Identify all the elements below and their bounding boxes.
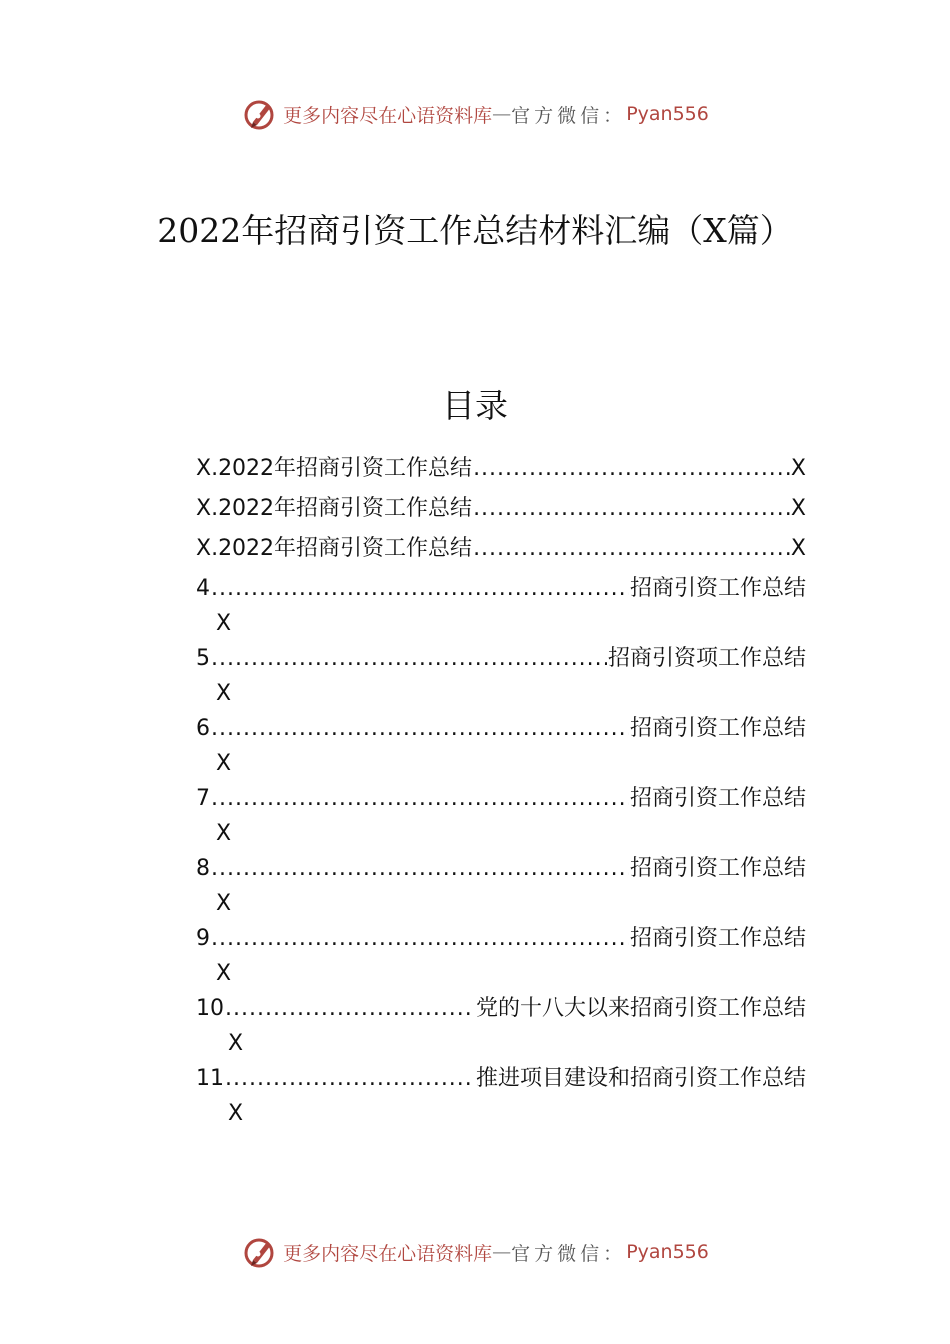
toc-entry[interactable] <box>196 779 806 849</box>
document-title: 2022年招商引资工作总结材料汇编（X篇） <box>157 211 793 250</box>
toc-entry-title: X.2022年招商引资工作总结 <box>196 536 473 561</box>
toc-leader-dots <box>473 489 790 529</box>
toc-entry-number: 11 <box>196 1066 224 1091</box>
toc-entry-page: X <box>216 821 232 846</box>
watermark-wechat-id: Pyan556 <box>626 1241 709 1263</box>
pen-circle-logo-icon <box>241 1234 277 1270</box>
toc-leader-dots <box>473 529 790 569</box>
toc-entry[interactable] <box>196 489 806 529</box>
watermark-wechat-label: 官方微信： <box>511 104 627 127</box>
toc-entry[interactable] <box>196 709 806 779</box>
toc-entry-page: X <box>216 681 232 706</box>
watermark-dash: — <box>492 103 512 125</box>
toc-entry-title: 招商引资工作总结 <box>629 786 806 811</box>
watermark-wechat-id: Pyan556 <box>626 103 709 125</box>
toc-entry-title: 招商引资工作总结 <box>629 926 806 951</box>
toc-leader-dots <box>225 1059 475 1099</box>
toc-entry-number: 9 <box>196 926 210 951</box>
toc-entry-title: 招商引资工作总结 <box>629 856 806 881</box>
toc-entry-page: X <box>216 611 232 636</box>
toc-leader-dots <box>211 919 629 959</box>
toc-entry-page: X <box>216 961 232 986</box>
toc-entry-number: 4 <box>196 576 210 601</box>
toc-entry-number: 5 <box>196 646 210 671</box>
toc-entry-page: X <box>216 751 232 776</box>
toc-entry-number: 10 <box>196 996 224 1021</box>
toc-entry[interactable] <box>196 989 806 1059</box>
toc-entry-number: 7 <box>196 786 210 811</box>
toc-entry[interactable] <box>196 639 806 709</box>
toc-leader-dots <box>211 569 629 609</box>
pen-circle-logo-icon <box>241 96 277 132</box>
toc-entry-title: 招商引资项工作总结 <box>607 646 806 671</box>
watermark-site-text: 更多内容尽在心语资料库 <box>283 104 493 127</box>
toc-entry[interactable] <box>196 849 806 919</box>
toc-leader-dots <box>211 849 629 889</box>
watermark-wechat-label: 官方微信： <box>511 1242 627 1265</box>
toc-entry[interactable] <box>196 1059 806 1129</box>
toc-leader-dots <box>473 449 790 489</box>
toc-entry-title: X.2022年招商引资工作总结 <box>196 496 473 521</box>
toc-entry-number: 6 <box>196 716 210 741</box>
toc-leader-dots <box>211 639 607 679</box>
toc-entry-page: X <box>216 891 232 916</box>
toc-entry-number: 8 <box>196 856 210 881</box>
toc-entry-title: X.2022年招商引资工作总结 <box>196 456 473 481</box>
table-of-contents <box>196 449 806 1129</box>
watermark-site-text: 更多内容尽在心语资料库 <box>283 1242 493 1265</box>
toc-leader-dots <box>225 989 475 1029</box>
watermark-dash: — <box>492 1241 512 1263</box>
toc-leader-dots <box>211 709 629 749</box>
toc-entry-title: 招商引资工作总结 <box>629 716 806 741</box>
toc-entry[interactable] <box>196 449 806 489</box>
toc-entry-page: X <box>790 536 806 561</box>
toc-entry-title: 推进项目建设和招商引资工作总结 <box>475 1066 806 1091</box>
header-watermark <box>0 92 950 136</box>
toc-entry[interactable] <box>196 529 806 569</box>
footer-watermark <box>0 1230 950 1274</box>
toc-entry-page: X <box>790 456 806 481</box>
toc-entry[interactable] <box>196 569 806 639</box>
toc-leader-dots <box>211 779 629 819</box>
toc-entry-page: X <box>790 496 806 521</box>
toc-entry-title: 党的十八大以来招商引资工作总结 <box>475 996 806 1021</box>
toc-entry[interactable] <box>196 919 806 989</box>
toc-entry-page: X <box>228 1031 244 1056</box>
toc-heading: 目录 <box>442 386 508 425</box>
toc-entry-page: X <box>228 1101 244 1126</box>
toc-entry-title: 招商引资工作总结 <box>629 576 806 601</box>
